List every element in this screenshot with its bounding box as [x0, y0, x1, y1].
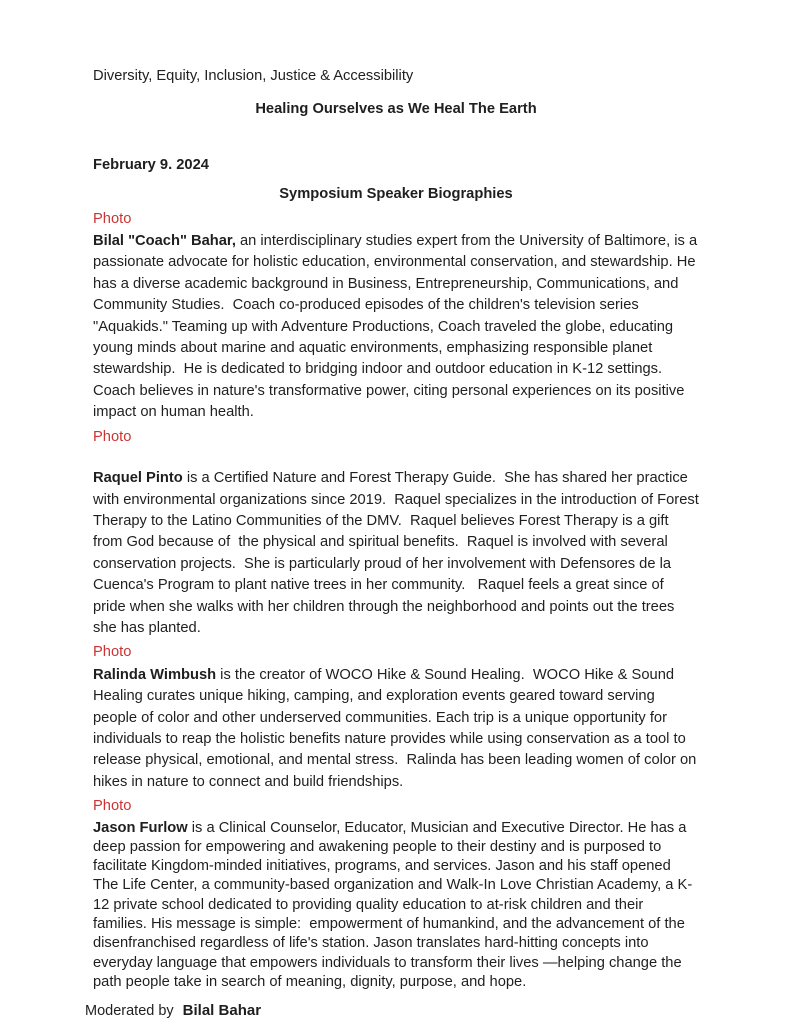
bio-paragraph — [93, 231, 702, 424]
speaker-name: Bilal "Coach" Bahar, — [93, 233, 236, 250]
document-title: Healing Ourselves as We Heal The Earth — [255, 101, 537, 118]
speaker-name: Jason Furlow — [93, 819, 188, 836]
bio-paragraph — [93, 665, 699, 793]
bio-section-ralinda-wimbush — [93, 642, 699, 793]
bio-body-text: an interdisciplinary studies expert from the University of Baltimore, is a passionate advocate for holistic education, environmental conservation, and stewardship. He has a diverse academic background in Business, Entrepreneurship, Communications, and Community Studies. Coach co-produced episodes of the children's television series "Aquakids." Teaming up with Adventure Productions, Coach traveled the globe, educating young minds about marine and aquatic environments, emphasizing responsible planet stewardship. He is dedicated to bridging indoor and outdoor education in K-12 settings. Coach believes in nature's transformative power, citing personal experiences on its positive impact on human health. — [93, 233, 702, 421]
photo-placeholder-label: Photo — [93, 210, 132, 227]
bio-paragraph — [93, 819, 699, 993]
speaker-name: Ralinda Wimbush — [93, 666, 217, 683]
bio-section-raquel-pinto — [93, 427, 703, 640]
bio-paragraph — [93, 468, 703, 639]
bio-body-text: is a Clinical Counselor, Educator, Musician and Executive Director. He has a deep passion for empowering and awakening people to their destiny and is purposed to facilitate Kingdom-minded initiatives, programs, and services. Jason and his staff opened The Life Center, a community-based organization and Walk-In Love Christian Academy, a K-12 private school dedicated to providing quality education to at-risk children and their families. His message is simple: empowerment of humankind, and the advancement of the disenfranchised regardless of life's station. Jason translates hard-hitting concepts into everyday language that empowers individuals to transform their lives —helping change the path people take in search of meaning, dignity, purpose, and hope. — [93, 819, 693, 990]
document-category-line: Diversity, Equity, Inclusion, Justice & Accessibility — [93, 68, 414, 84]
bio-body-text: is the creator of WOCO Hike & Sound Healing. WOCO Hike & Sound Healing curates unique hiking, camping, and exploration events geared toward serving people of color and other underserved communities. Each trip is a unique opportunity for individuals to reap the holistic benefits nature provides while using conservation as a tool to release physical, emotional, and mental stress. Ralinda has been leading women of color on hikes in nature to connect and build friendships. — [93, 666, 701, 790]
speaker-name: Raquel Pinto — [93, 470, 183, 487]
photo-placeholder-label: Photo — [93, 428, 132, 445]
photo-placeholder-label: Photo — [93, 644, 132, 661]
moderator-line — [85, 1000, 699, 1022]
bio-body-text: is a Certified Nature and Forest Therapy Guide. She has shared her practice with environmental organizations since 2019. Raquel specializes in the introduction of Forest Therapy to the Latino Communities of the DMV. Raquel believes Forest Therapy is a gift from God because of the physical and spiritual benefits. Raquel is involved with several conservation projects. She is particularly proud of her involvement with Defensores de la Cuenca's Program to plant native trees in her community. Raquel feels a great since of pride when she walks with her children through the neighborhood and points out the trees she has planted. — [93, 470, 703, 636]
document-subtitle: Symposium Speaker Biographies — [279, 186, 513, 203]
event-date: February 9. 2024 — [93, 156, 209, 173]
photo-placeholder-label: Photo — [93, 798, 132, 815]
bio-section-bilal-bahar — [93, 209, 702, 424]
moderated-by-label: Moderated by — [85, 1003, 174, 1020]
moderator-name: Bilal Bahar — [182, 1002, 262, 1020]
bio-section-jason-furlow — [93, 796, 699, 992]
